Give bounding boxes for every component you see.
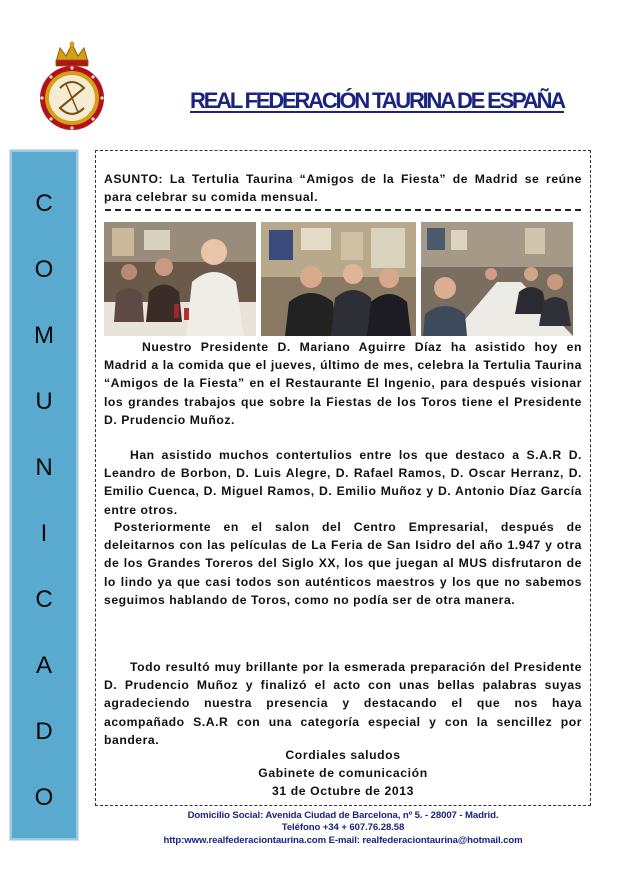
footer-phone: Teléfono +34 + 607.76.28.58 [281,822,405,833]
subject-line: ASUNTO: La Tertulia Taurina “Amigos de la Fiesta” de Madrid se reúne para celebrar su comida mensual. [104,172,582,205]
separator-line [105,209,581,211]
sidebar-letter: U [35,388,53,415]
sidebar-letter: A [35,652,52,679]
sidebar-letter: O [34,256,54,283]
paragraph-3: Posteriormente en el salon del Centro Empresarial, después de deleitarnos con las películas de La Feria de San Isidro del año 1.947 y otra de los Grandes Toreros del Siglo XX, los que juegan al MUS disfrutaron de lo lindo ya que casi todos son auténticos maestros y los que no sabemos seguimos hablando de Toros, como no podía ser de otra manera. [104,520,582,607]
photo-gentlemen-seated [261,222,416,336]
paragraph-4: Todo resultó muy brillante por la esmerada preparación del Presidente D. Prudencio Muñoz y finalizó el acto con unas bellas palabras suyas agradeciendo nuestra presencia y destacando el que nos haya acompañado S.A.R con una categoría especial y con la sencillez por bandera. [104,660,582,747]
paragraph-1: Nuestro Presidente D. Mariano Aguirre Díaz ha asistido hoy en Madrid a la comida que el jueves, último de mes, celebra la Tertulia Taurina “Amigos de la Fiesta” en el Restaurante El Ingenio, para después visionar los grandes trabajos que sobre la Fiestas de los Toros tiene el Presidente D. Prudencio Muñoz. [104,340,582,427]
footer-address: Domicilio Social: Avenida Ciudad de Barcelona, nº 5. - 28007 - Madrid. [187,810,499,821]
photo-table-guests [104,222,256,336]
footer-web-email[interactable]: http:www.realfederaciontaurina.com E-mail: realfederaciontaurina@hotmail.com [163,835,523,846]
sidebar-letter: C [35,190,53,217]
organization-title: REAL FEDERACIÓN TAURINA DE ESPAÑA [190,88,564,113]
sidebar-letter: M [34,322,54,349]
sidebar-letter: N [35,454,53,481]
paragraph-2: Han asistido muchos contertulios entre los que destaco a S.A.R D. Leandro de Borbon, D. Luis Alegre, D. Rafael Ramos, D. Oscar Herranz, D. Emilio Cuenca, D. Miguel Ramos, D. Emilio Muñoz y D. Antonio Díaz García entre otros. [104,448,582,517]
closing-date: 31 de Octubre de 2013 [272,784,414,798]
closing-greeting: Cordiales saludos [285,748,401,762]
comunicado-sidebar [10,150,78,840]
closing-department: Gabinete de comunicación [258,766,428,780]
sidebar-letter: D [35,718,53,745]
sidebar-letter: C [35,586,53,613]
federation-crest-logo [36,38,108,136]
sidebar-letter: I [40,520,48,547]
photo-long-table [421,222,573,336]
sidebar-letter: O [34,784,54,811]
